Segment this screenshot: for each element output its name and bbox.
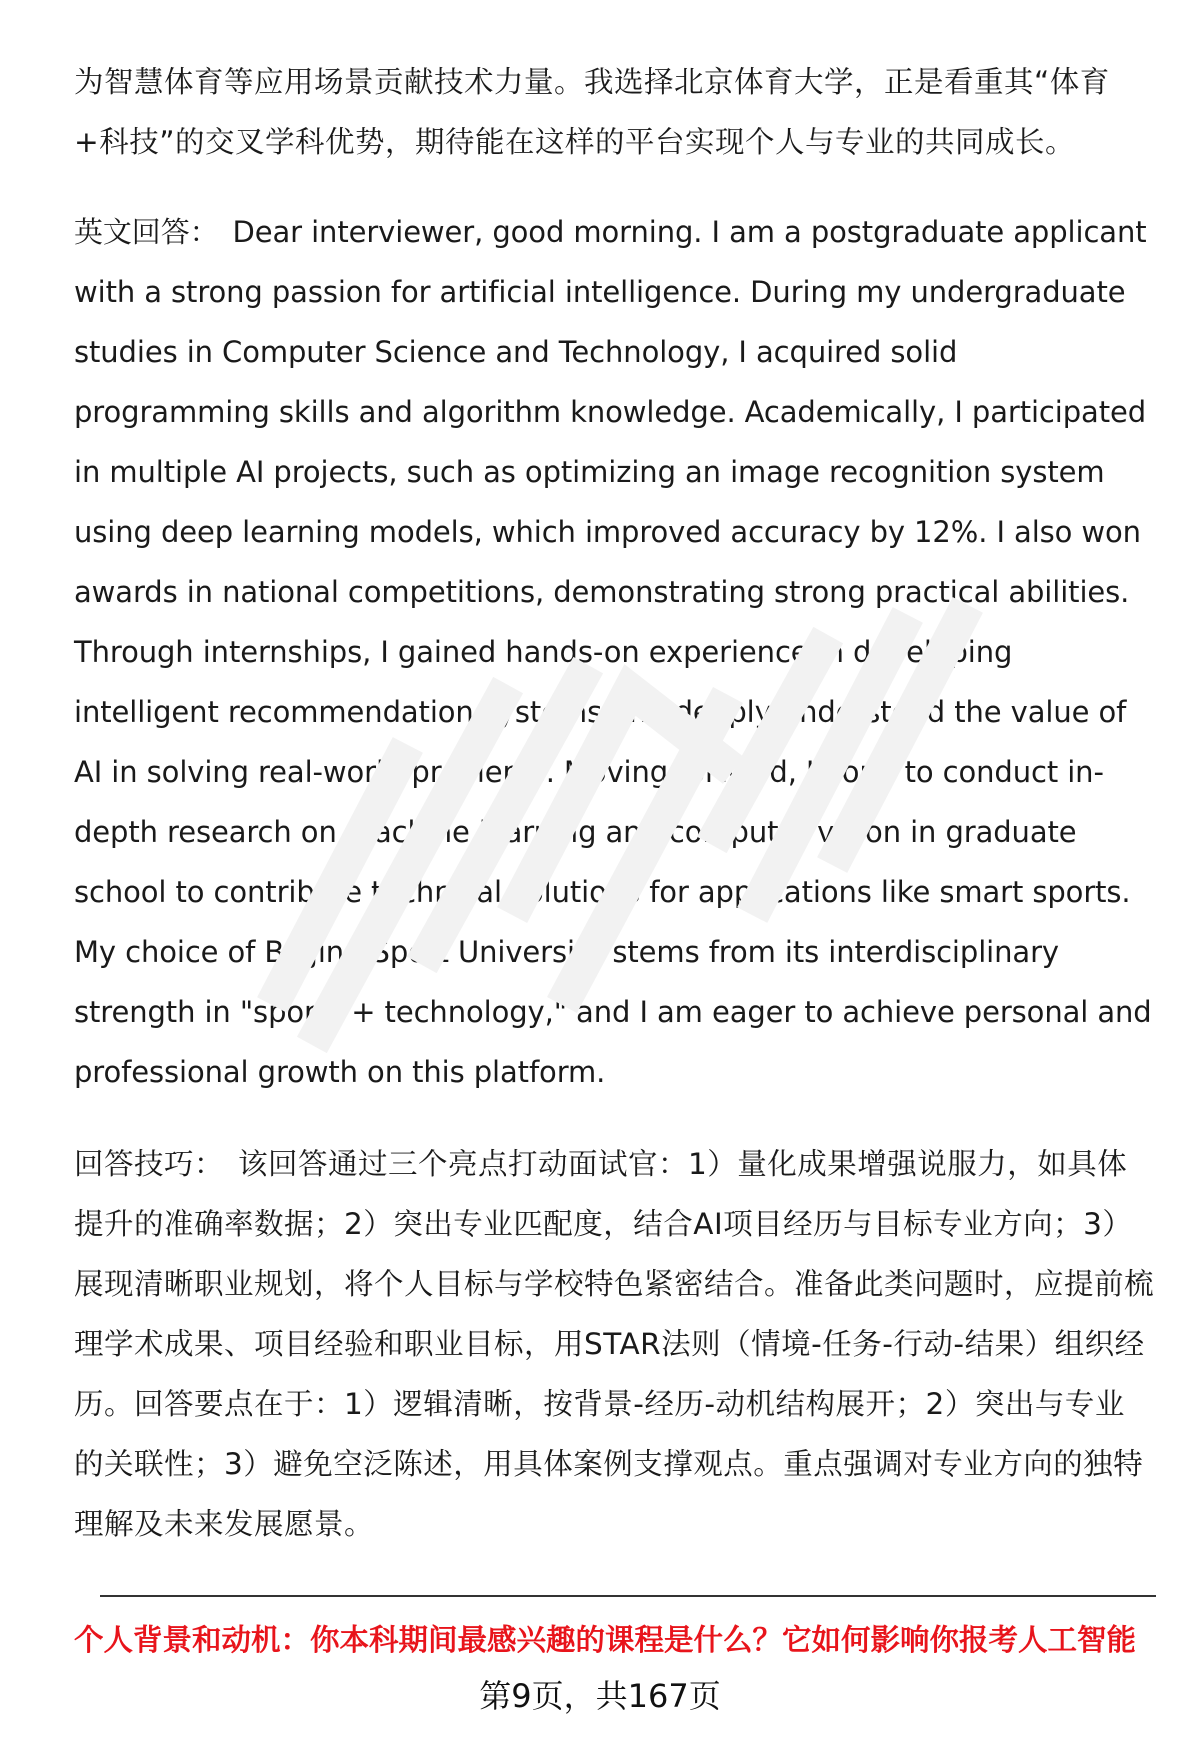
english-answer-text: Dear interviewer, good morning. I am a postgraduate applicant with a strong passion for artificial intelligence. During my undergraduate studies in Computer Science and Technology, I acquired solid programming skills and algorithm knowledge. Academically, I participated in multiple AI projects, such as optimizing an image recognition system using deep learning models, which improved accuracy by 12%. I also won awards in national competitions, demonstrating strong practical abilities. Through internships, I gained hands-on experience in developing intelligent recommendation systems and deeply understood the value of AI in solving real-world problems. Moving forward, I hope to conduct in-depth research on machine learning and computer vision in graduate school to contribute technical solutions for applications like smart sports. My choice of Beijing Sport University stems from its interdisciplinary strength in "sports + technology," and I am eager to achieve personal and professional growth on this platform.	[74, 215, 1152, 1089]
intro-paragraph: 为智慧体育等应用场景贡献技术力量。我选择北京体育大学，正是看重其“体育+科技”的交叉学科优势，期待能在这样的平台实现个人与专业的共同成长。	[74, 65, 1110, 159]
tips-paragraph	[74, 1134, 1154, 1554]
page-number: 第9页，共167页	[479, 1677, 721, 1715]
tips-label: 回答技巧：	[74, 1147, 225, 1181]
english-answer-label: 英文回答：	[74, 215, 219, 249]
paragraph-gap	[74, 1102, 1154, 1134]
section-divider	[100, 1595, 1156, 1597]
document-body	[74, 52, 1154, 1554]
paragraph-gap	[74, 172, 1154, 202]
tips-text: 该回答通过三个亮点打动面试官：1）量化成果增强说服力，如具体提升的准确率数据；2）突出专业匹配度，结合AI项目经历与目标专业方向；3）展现清晰职业规划，将个人目标与学校特色紧密结合。准备此类问题时，应提前梳理学术成果、项目经验和职业目标，用STAR法则（情境-任务-行动-结果）组织经历。回答要点在于：1）逻辑清晰，按背景-经历-动机结构展开；2）突出与专业的关联性；3）避免空泛陈述，用具体案例支撑观点。重点强调对专业方向的独特理解及未来发展愿景。	[74, 1147, 1155, 1541]
english-answer-paragraph	[74, 202, 1154, 1102]
next-question-heading: 个人背景和动机：你本科期间最感兴趣的课程是什么？它如何影响你报考人工智能	[74, 1623, 1137, 1657]
